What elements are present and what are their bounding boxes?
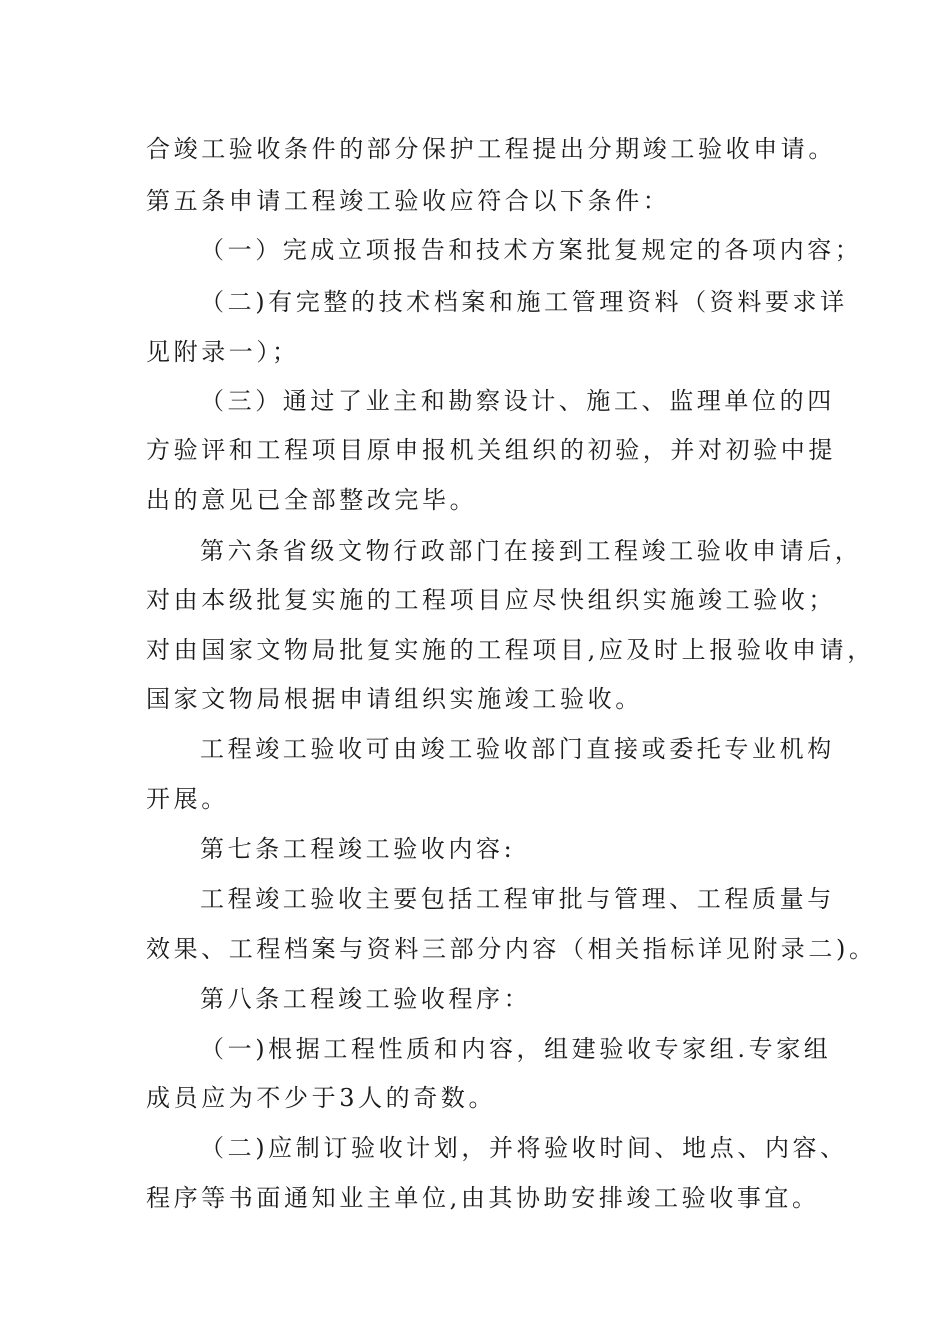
text-line: 对由国家文物局批复实施的工程项目,应及时上报验收申请， — [146, 636, 875, 664]
text-line: 对由本级批复实施的工程项目应尽快组织实施竣工验收； — [146, 586, 836, 614]
text-line: 工程竣工验收可由竣工验收部门直接或委托专业机构 — [200, 735, 835, 763]
text-line: （三）通过了业主和勘察设计、施工、监理单位的四 — [200, 387, 835, 415]
text-line: 工程竣工验收主要包括工程审批与管理、工程质量与 — [200, 885, 835, 913]
text-line: （一)根据工程性质和内容，组建验收专家组.专家组 — [200, 1035, 832, 1063]
text-line: 见附录一）； — [146, 338, 300, 366]
text-line: 第六条省级文物行政部门在接到工程竣工验收申请后， — [200, 537, 863, 565]
text-line: 成员应为不少于3人的奇数。 — [146, 1084, 497, 1112]
text-line: 出的意见已全部整改完毕。 — [146, 486, 478, 514]
text-line: 第七条工程竣工验收内容: — [200, 835, 516, 863]
text-line: （二)应制订验收计划，并将验收时间、地点、内容、 — [200, 1134, 848, 1162]
text-line: （二)有完整的技术档案和施工管理资料（资料要求详 — [200, 288, 848, 316]
text-line: （一）完成立项报告和技术方案批复规定的各项内容； — [200, 236, 863, 264]
text-line: 合竣工验收条件的部分保护工程提出分期竣工验收申请。 — [146, 135, 836, 163]
text-line: 程序等书面通知业主单位,由其协助安排竣工验收事宜。 — [146, 1184, 820, 1212]
text-line: 国家文物局根据申请组织实施竣工验收。 — [146, 685, 643, 713]
text-line: 开展。 — [146, 785, 229, 813]
text-line: 效果、工程档案与资料三部分内容（相关指标详见附录二)。 — [146, 935, 877, 963]
text-line: 方验评和工程项目原申报机关组织的初验，并对初验中提 — [146, 436, 836, 464]
text-line: 第八条工程竣工验收程序： — [200, 985, 532, 1013]
text-line: 第五条申请工程竣工验收应符合以下条件： — [146, 187, 671, 215]
